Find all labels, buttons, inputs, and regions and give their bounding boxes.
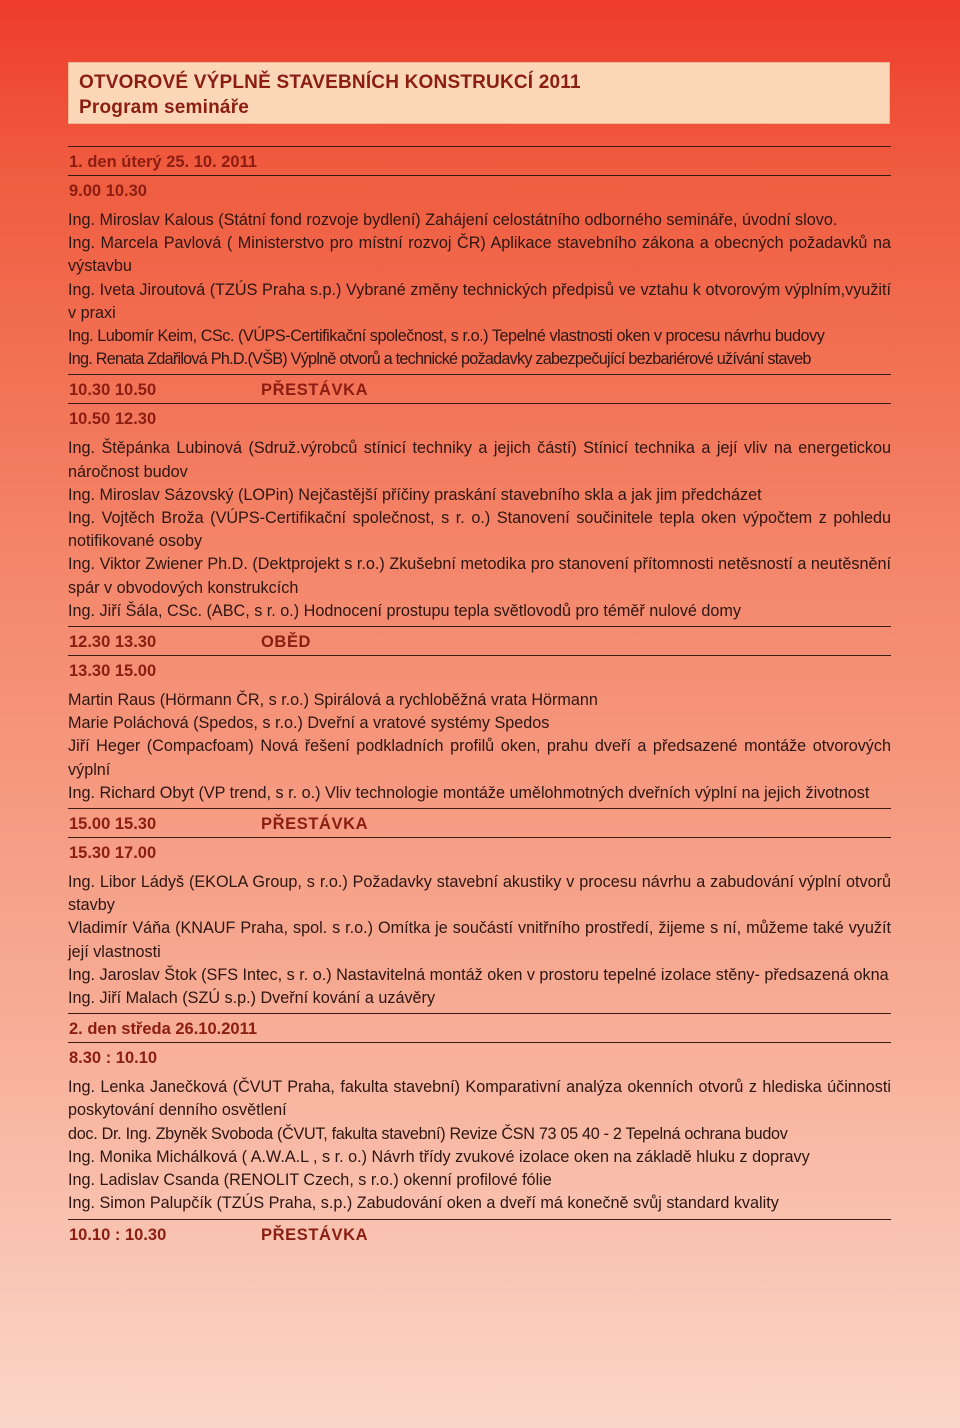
time-value: 10.10 : 10.30 <box>69 1225 167 1244</box>
time-value: 10.50 12.30 <box>69 410 157 429</box>
time-value: 10.30 10.50 <box>69 381 157 400</box>
document-subtitle: Program semináře <box>79 97 250 118</box>
session-list <box>68 684 891 808</box>
time-slot <box>68 627 891 655</box>
session-list <box>68 866 891 1013</box>
day-1-heading: 1. den úterý 25. 10. 2011 <box>69 153 258 171</box>
list-item: Ing. Lubomír Keim, CSc. (VÚPS-Certifikační společnost, s r.o.) Tepelné vlastnosti oken v procesu návrhu budovy <box>68 327 825 346</box>
time-slot <box>68 375 891 403</box>
time-slot <box>68 838 891 866</box>
document-title: OTVOROVÉ VÝPLNĚ STAVEBNÍCH KONSTRUKCÍ 2011 <box>79 72 581 93</box>
list-item: Ing. Štěpánka Lubinová (Sdruž.výrobců stínicí techniky a jejich částí) Stínicí technika a její vliv na energetickou náročnost budov <box>68 439 891 481</box>
session-list <box>68 1071 891 1218</box>
list-item: doc. Dr. Ing. Zbyněk Svoboda (ČVUT, fakulta stavební) Revize ČSN 73 05 40 - 2 Tepelná ochrana budov <box>68 1124 788 1143</box>
time-value: 13.30 15.00 <box>69 662 157 681</box>
time-slot <box>68 809 891 837</box>
list-item: Ing. Richard Obyt (VP trend, s r. o.) Vliv technologie montáže umělohmotných dveřních výplní na jejich životnost <box>68 783 870 802</box>
list-item: Ing. Renata Zdařilová Ph.D.(VŠB) Výplně otvorů a technické požadavky zabezpečující bezbariérové užívání staveb <box>68 350 811 369</box>
time-value: 15.00 15.30 <box>69 815 157 834</box>
lunch-label: OBĚD <box>261 633 312 652</box>
list-item: Ing. Miroslav Sázovský (LOPin) Nejčastější příčiny praskání stavebního skla a jak jim předcházet <box>68 485 762 504</box>
time-slot <box>68 1043 891 1071</box>
time-slot <box>68 1220 891 1248</box>
list-item: Ing. Vojtěch Broža (VÚPS-Certifikační společnost, s r. o.) Stanovení součinitele tepla oken výpočtem z pohledu notifikované osoby <box>68 509 891 551</box>
program-header <box>68 62 890 124</box>
program-content <box>68 146 891 1248</box>
list-item: Ing. Jaroslav Štok (SFS Intec, s r. o.) Nastavitelná montáž oken v prostoru tepelné izolace stěny- předsazená okna <box>68 965 889 984</box>
list-item: Ing. Iveta Jiroutová (TZÚS Praha s.p.) Vybrané změny technických předpisů ve vztahu k otvorovým výplním,využití v praxi <box>68 280 891 322</box>
time-slot <box>68 656 891 684</box>
list-item: Ing. Libor Ládyš (EKOLA Group, s r.o.) Požadavky stavební akustiky v procesu návrhu a zabudování výplní otvorů stavby <box>68 873 891 915</box>
list-item: Ing. Jiří Malach (SZÚ s.p.) Dveřní kování a uzávěry <box>68 989 436 1008</box>
list-item: Vladimír Váňa (KNAUF Praha, spol. s r.o.) Omítka je součástí vnitřního prostředí, žijeme s ní, můžeme také využít její vlastnosti <box>68 919 891 961</box>
time-slot <box>68 404 891 432</box>
day-2-heading: 2. den středa 26.10.2011 <box>69 1020 258 1039</box>
session-list <box>68 204 891 374</box>
time-value: 9.00 10.30 <box>69 182 147 200</box>
list-item: Jiří Heger (Compacfoam) Nová řešení podkladních profilů oken, prahu dveří a předsazené montáže otvorových výplní <box>68 737 891 779</box>
list-item: Ing. Miroslav Kalous (Státní fond rozvoje bydlení) Zahájení celostátního odborného semináře, úvodní slovo. <box>68 211 838 229</box>
session-list <box>68 432 891 626</box>
break-label: PŘESTÁVKA <box>261 381 369 400</box>
list-item: Marie Poláchová (Spedos, s r.o.) Dveřní a vratové systémy Spedos <box>68 714 550 733</box>
break-label: PŘESTÁVKA <box>261 815 369 834</box>
list-item: Ing. Lenka Janečková (ČVUT Praha, fakulta stavební) Komparativní analýza okenních otvorů z hlediska účinnosti poskytování denního osvětlení <box>68 1078 891 1120</box>
list-item: Ing. Simon Palupčík (TZÚS Praha, s.p.) Zabudování oken a dveří má konečně svůj standard kvality <box>68 1194 779 1213</box>
list-item: Ing. Ladislav Csanda (RENOLIT Czech, s r.o.) okenní profilové fólie <box>68 1171 552 1190</box>
time-slot <box>68 176 891 204</box>
time-value: 12.30 13.30 <box>69 633 157 652</box>
list-item: Ing. Viktor Zwiener Ph.D. (Dektprojekt s r.o.) Zkušební metodika pro stanovení přítomnosti netěsností a neutěsnění spár v obvodových konstrukcích <box>68 555 891 597</box>
time-value: 8.30 : 10.10 <box>69 1049 158 1068</box>
list-item: Ing. Marcela Pavlová ( Ministerstvo pro místní rozvoj ČR) Aplikace stavebního zákona a obecných požadavků na výstavbu <box>68 234 891 276</box>
time-value: 15.30 17.00 <box>69 844 157 863</box>
list-item: Ing. Monika Michálková ( A.W.A.L , s r. o.) Návrh třídy zvukové izolace oken na základě hluku z dopravy <box>68 1147 810 1166</box>
list-item: Martin Raus (Hörmann ČR, s r.o.) Spirálová a rychloběžná vrata Hörmann <box>68 691 598 710</box>
list-item: Ing. Jiří Šála, CSc. (ABC, s r. o.) Hodnocení prostupu tepla světlovodů pro téměř nulové domy <box>68 601 742 620</box>
break-label: PŘESTÁVKA <box>261 1225 369 1244</box>
